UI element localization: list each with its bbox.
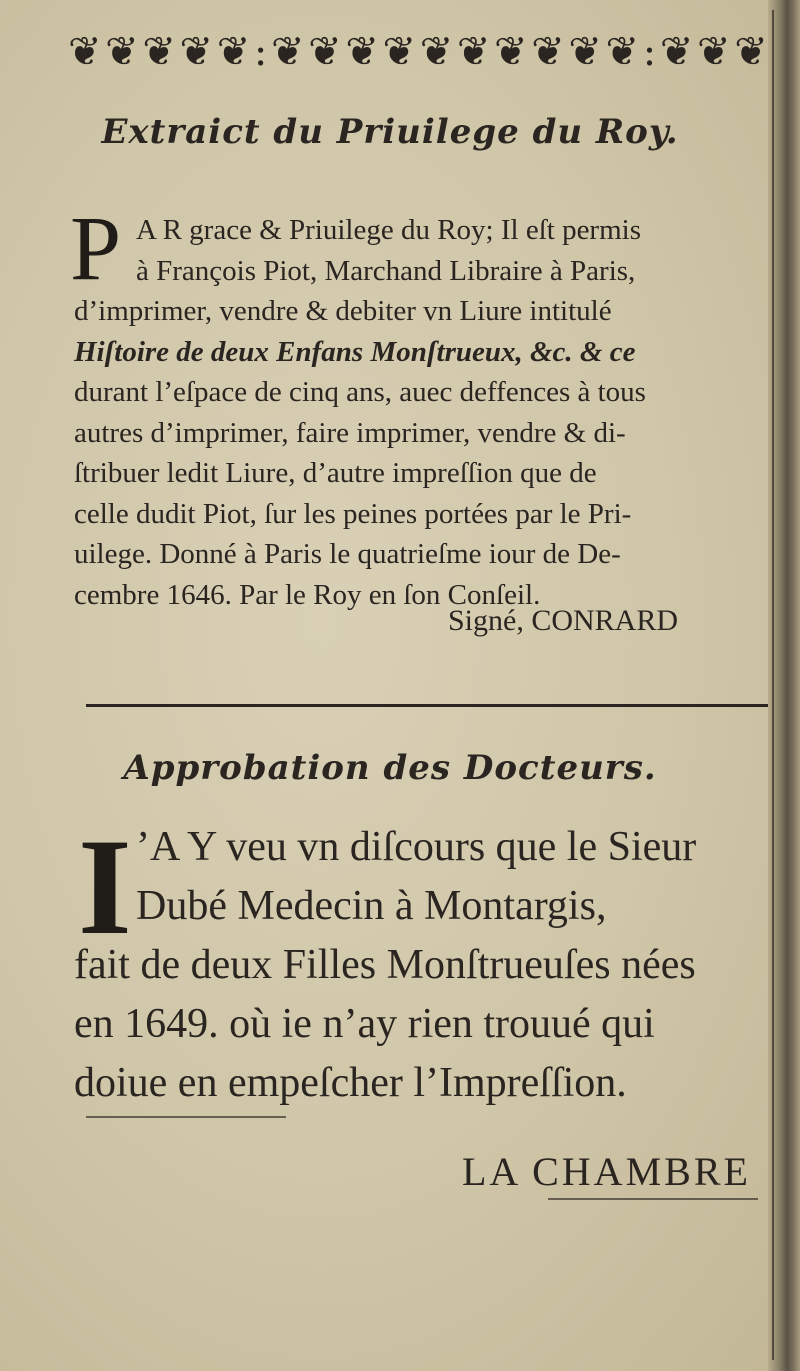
fleuron-ornament: : (253, 29, 268, 75)
section-divider-rule (86, 704, 774, 707)
fleuron-ornament: ❦ (142, 29, 176, 75)
fleuron-ornament: ❦ (697, 29, 731, 75)
privilege-line: cembre 1646. Par le Roy en ſon Conſeil. (74, 578, 541, 611)
privilege-line: A R grace & Priuilege du Roy; Il eſt permis (136, 214, 641, 246)
fleuron-ornament: ❦ (68, 29, 102, 75)
fleuron-ornament: ❦ (494, 29, 528, 75)
fleuron-ornament: ❦ (179, 29, 214, 75)
fleuron-ornament: ❦ (105, 29, 139, 75)
privilege-drop-cap: P (70, 197, 122, 299)
approbation-line: en 1649. où ie n’ay rien trouué qui (74, 1001, 655, 1047)
fleuron-ornament: ❦ (734, 29, 768, 75)
approbation-line: doiue en empeſcher l’Impreſſion. (74, 1060, 627, 1106)
fleuron-ornament: ❦ (382, 29, 417, 75)
fleuron-ornament: ❦ (568, 29, 602, 75)
privilege-line: ſtribuer ledit Liure, d’autre impreſſion que de (74, 457, 597, 489)
privilege-signature: Signé, CONRARD (448, 604, 679, 637)
ornamental-header-border (68, 24, 768, 80)
privilege-line: Hiſtoire de deux Enfans Monſtrueux, &c. & ce (74, 335, 636, 368)
approbation-signature: LA CHAMBRE (462, 1149, 751, 1194)
approbation-line: Dubé Medecin à Montargis, (136, 883, 607, 929)
underline-mark (86, 1116, 286, 1118)
privilege-line: celle dudit Piot, ſur les peines portées par le Pri- (74, 497, 632, 530)
fleuron-ornament: ❦ (308, 29, 342, 75)
fleuron-ornament: ❦ (456, 29, 491, 75)
approbation-text (74, 810, 774, 1113)
privilege-line: uilege. Donné à Paris le quatrieſme iour de De- (74, 538, 621, 570)
fleuron-ornament: ❦ (216, 29, 251, 75)
approbation-line: fait de deux Filles Monſtrueuſes nées (74, 942, 696, 988)
page-edge-line (772, 10, 774, 1360)
approbation-line: ’A Y veu vn diſcours que le Sieur (136, 824, 697, 870)
fleuron-ornament: ❦ (659, 29, 694, 75)
fleuron-ornament: ❦ (271, 29, 305, 75)
privilege-heading: Extraict du Priuilege du Roy. (101, 112, 679, 152)
fleuron-ornament: ❦ (345, 29, 379, 75)
privilege-line: durant l’eſpace de cinq ans, auec deffences à tous (74, 376, 646, 408)
fleuron-ornament: ❦ (531, 29, 565, 75)
privilege-line: autres d’imprimer, faire imprimer, vendre & di- (74, 416, 626, 449)
approbation-drop-cap: I (78, 810, 132, 963)
privilege-line: d’imprimer, vendre & debiter vn Liure intitulé (74, 295, 612, 327)
fleuron-ornament: ❦ (419, 29, 454, 75)
privilege-text (74, 210, 774, 615)
fleuron-ornament: ❦ (605, 29, 640, 75)
fleuron-ornament: : (642, 29, 657, 75)
underline-mark (548, 1198, 758, 1200)
privilege-line: à François Piot, Marchand Libraire à Paris, (136, 254, 636, 287)
approbation-heading: Approbation des Docteurs. (123, 748, 657, 788)
